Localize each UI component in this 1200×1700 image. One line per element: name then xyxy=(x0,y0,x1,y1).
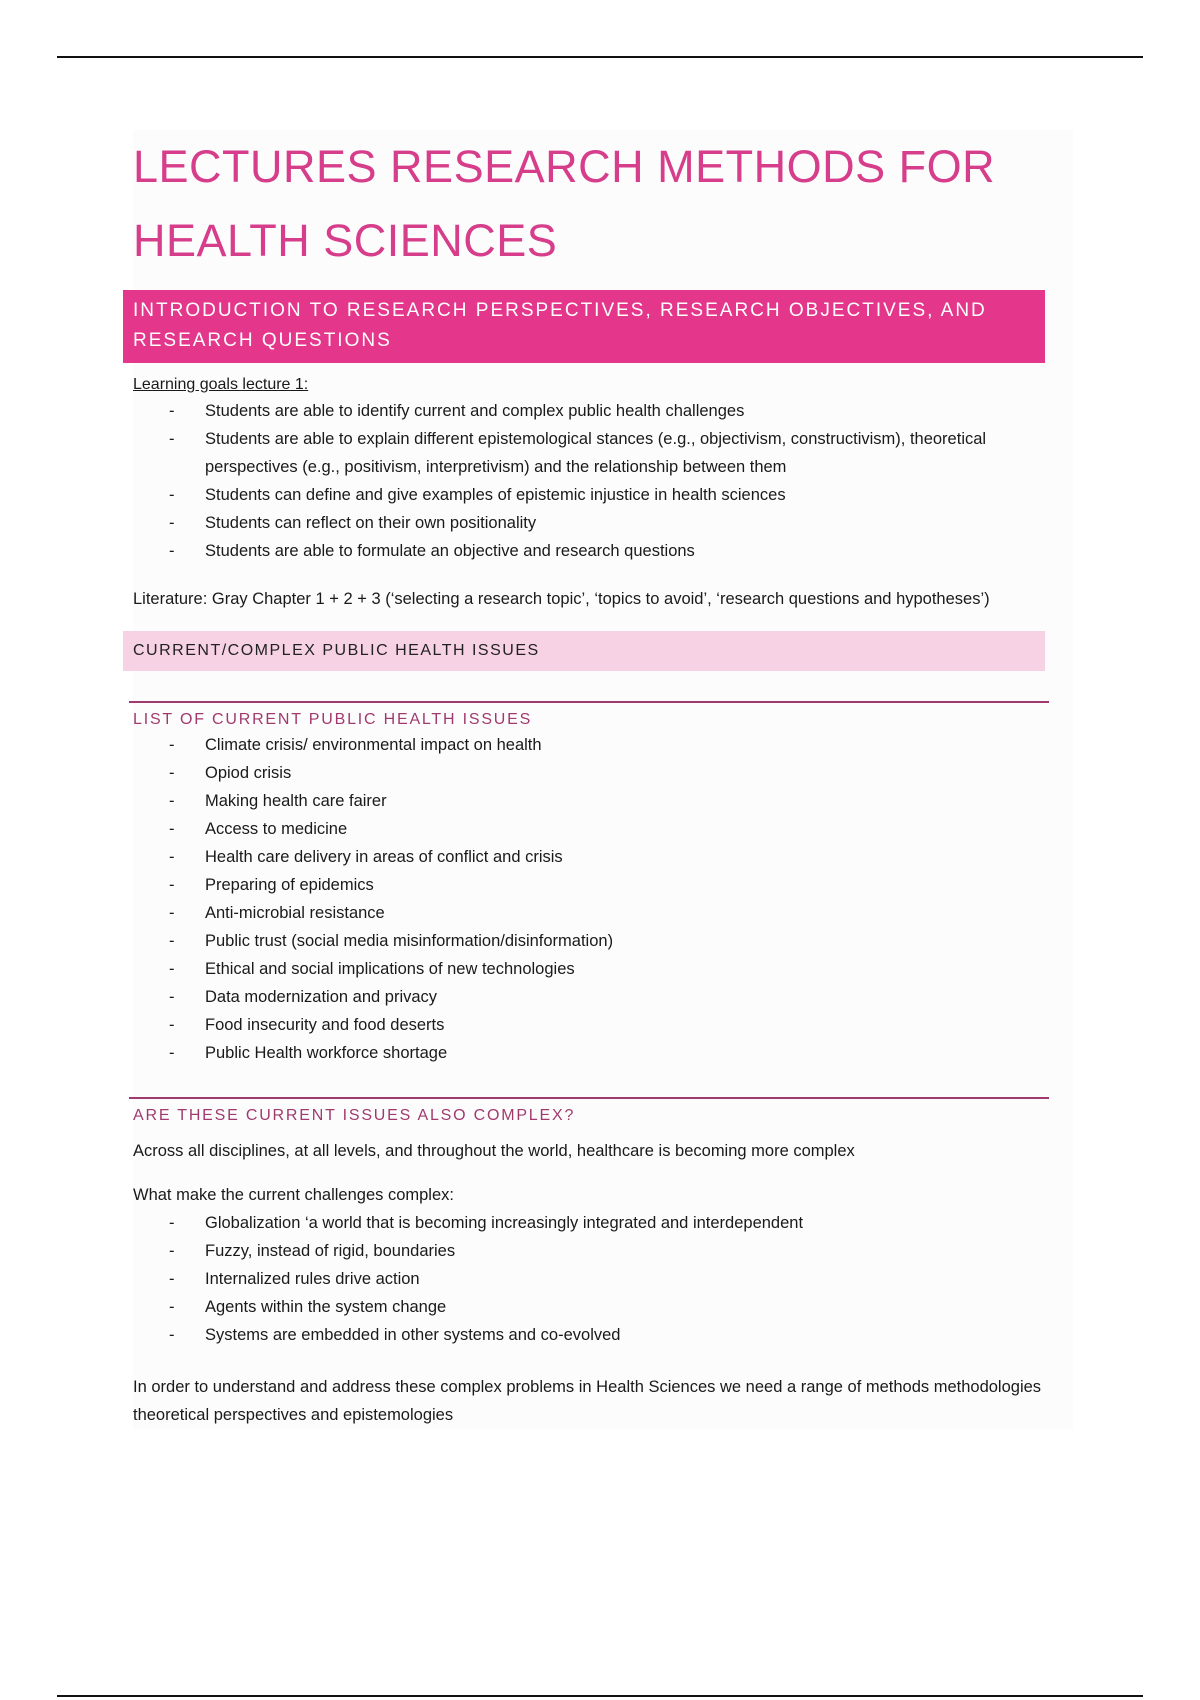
learning-goals-label: Learning goals lecture 1: xyxy=(133,376,309,393)
complex-heading: ARE THESE CURRENT ISSUES ALSO COMPLEX? xyxy=(129,1097,1049,1127)
list-item: - Students are able to identify current and complex public health challenges xyxy=(169,402,745,420)
document-title: LECTURES RESEARCH METHODS FOR HEALTH SCIENCES xyxy=(133,141,996,266)
list-item: - Students can define and give examples of epistemic injustice in health sciences xyxy=(169,486,786,504)
complex-question: What make the current challenges complex: xyxy=(133,1186,454,1204)
literature-note: Literature: Gray Chapter 1 + 2 + 3 (‘selecting a research topic’, ‘topics to avoid’, ‘research questions and hypotheses’) xyxy=(133,590,990,608)
list-item: - Ethical and social implications of new technologies xyxy=(169,960,575,978)
list-item: - Climate crisis/ environmental impact on health xyxy=(169,736,542,754)
list-item: - Making health care fairer xyxy=(169,792,387,810)
issues-heading: LIST OF CURRENT PUBLIC HEALTH ISSUES xyxy=(129,701,1049,731)
list-item: - Data modernization and privacy xyxy=(169,988,438,1006)
list-item: - Agents within the system change xyxy=(169,1298,447,1316)
closing-paragraph: In order to understand and address these complex problems in Health Sciences we need a range of methods methodologies theoretical perspectives and epistemologies xyxy=(133,1378,1042,1424)
complex-intro: Across all disciplines, at all levels, and throughout the world, healthcare is becoming more complex xyxy=(133,1142,855,1160)
list-item: - Public Health workforce shortage xyxy=(169,1044,448,1062)
list-item: - Anti-microbial resistance xyxy=(169,904,385,922)
list-item: - Students are able to explain different epistemological stances (e.g., objectivism, constructivism), theoretical perspectives (e.g., positivism, interpretivism) and the relationship between them xyxy=(169,430,987,476)
list-item: - Fuzzy, instead of rigid, boundaries xyxy=(169,1242,456,1260)
list-item: - Globalization ‘a world that is becoming increasingly integrated and interdependent xyxy=(169,1214,804,1232)
subsection-heading: CURRENT/COMPLEX PUBLIC HEALTH ISSUES xyxy=(123,631,1045,671)
page-bottom-rule xyxy=(57,1695,1143,1697)
page-top-rule xyxy=(57,56,1143,58)
document-body xyxy=(133,130,1073,1429)
list-item: - Opiod crisis xyxy=(169,764,292,782)
learning-goals-list xyxy=(133,397,1073,565)
section-heading: INTRODUCTION TO RESEARCH PERSPECTIVES, RESEARCH OBJECTIVES, AND RESEARCH QUESTIONS xyxy=(123,290,1045,363)
list-item: - Public trust (social media misinformation/disinformation) xyxy=(169,932,614,950)
list-item: - Preparing of epidemics xyxy=(169,876,374,894)
list-item: - Systems are embedded in other systems and co-evolved xyxy=(169,1326,621,1344)
list-item: - Internalized rules drive action xyxy=(169,1270,420,1288)
list-item: - Food insecurity and food deserts xyxy=(169,1016,445,1034)
issues-list xyxy=(133,731,1073,1067)
list-item: - Access to medicine xyxy=(169,820,348,838)
list-item: - Health care delivery in areas of conflict and crisis xyxy=(169,848,563,866)
list-item: - Students are able to formulate an objective and research questions xyxy=(169,542,695,560)
list-item: - Students can reflect on their own positionality xyxy=(169,514,537,532)
complex-reasons-list xyxy=(133,1209,1073,1349)
